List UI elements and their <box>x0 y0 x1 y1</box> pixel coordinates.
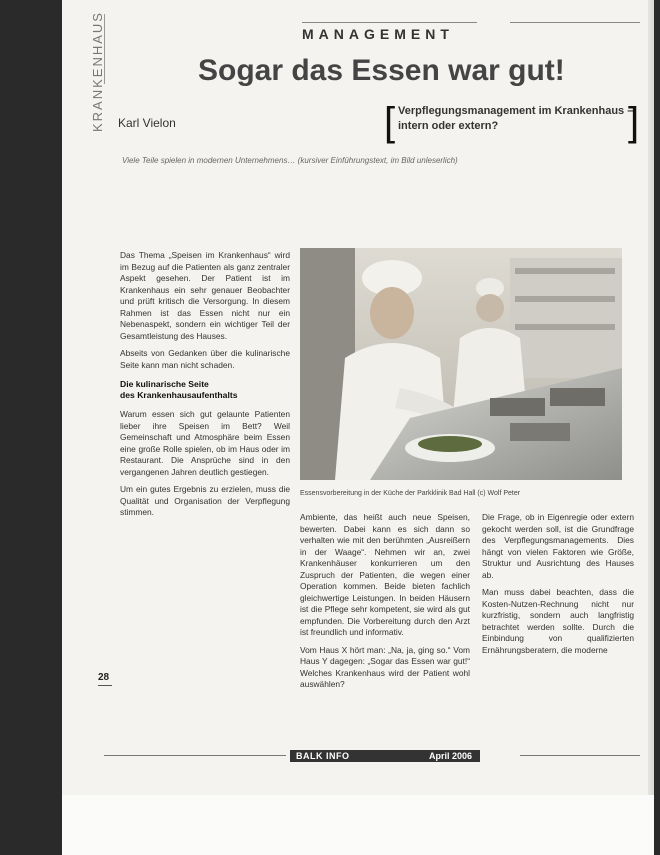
page-edge <box>648 0 654 855</box>
author-name: Karl Vielon <box>118 116 176 130</box>
kitchen-photo-image <box>300 248 622 480</box>
col1-paragraph-2: Abseits von Gedanken über die kulinarische Seite kann man nicht schaden. <box>120 348 290 370</box>
footer-rule-left <box>104 755 286 756</box>
subtitle-line-2: intern oder extern? <box>398 119 499 132</box>
col3-paragraph-1: Die Frage, ob in Eigenregie oder extern gekocht werden soll, ist die Grundfrage des Verpflegungsmanagements. Dies hängt von vielen Faktoren wie Größe, Struktur und Ausrichtung des Hauses ab. <box>482 512 634 580</box>
col3-paragraph-2: Man muss dabei beachten, dass die Kosten-Nutzen-Rechnung nicht nur kurzfristig, sondern auch langfristig betrachtet werden sollte. Durch die Einbindung von qualifizierten Ernährungsberatern, die moderne <box>482 587 634 655</box>
column-1 <box>120 250 290 525</box>
col1-paragraph-4: Um ein gutes Ergebnis zu erzielen, muss die Qualität und Organisation der Verpflegung stimmen. <box>120 484 290 517</box>
footer-bar <box>290 750 480 762</box>
section-label: MANAGEMENT <box>302 26 454 42</box>
photo-caption: Essensvorbereitung in der Küche der Parkklinik Bad Hall (c) Wolf Peter <box>300 490 521 497</box>
lead-paragraph: Viele Teile spielen in modernen Unternehmens… (kursiver Einführungstext, im Bild unleserlich) <box>122 156 458 165</box>
subtitle-bracket-right: ] <box>628 100 640 144</box>
col2-paragraph-1: Ambiente, das heißt auch neue Speisen, bewerten. Dabei kann es sich dann so verhalten wie mit den berühmten „Ausreißern in der Waage“. Nehmen wir an, zwei Krankenhäuser konkurrieren um den Zuspruch der Patienten, die wegen einer Operation kommen. Beide bieten fachlich gleichwertige Leistungen. In beiden Häusern ist die Pflege sehr kompetent, sie wird als gut empfunden. Die Vorbereitung durch den Arzt ist freundlich und informativ. <box>300 512 470 637</box>
section-rule-left <box>302 22 477 23</box>
col1-paragraph-3: Warum essen sich gut gelaunte Patienten lieber ihre Speisen im Bett? Weil Gemeinschaft und Atmosphäre beim Essen eine große Rolle spielen, ob im Haus oder im Restaurant. Die Ansprüche sind in den vergangenen Jahren deutlich gestiegen. <box>120 409 290 477</box>
page-number: 28 <box>98 672 110 683</box>
page-bottom <box>62 795 654 855</box>
kitchen-photo <box>300 248 622 480</box>
side-label: KRANKENHAUS <box>90 11 105 132</box>
page-number-rule <box>98 685 112 686</box>
col1-paragraph-1: Das Thema „Speisen im Krankenhaus“ wird im Bezug auf die Patienten als ganz zentraler Aspekt gesehen. Der Patient ist im Krankenhaus ein sehr genauer Beobachter und prüft kritisch die Versorgung. In diesem Rahmen ist das Essen nicht nur ein Nebenaspekt, sondern ein wichtiger Teil der Gesamtleistung des Hauses. <box>120 250 290 341</box>
col1-heading-line-1: Die kulinarische Seite <box>120 379 209 389</box>
footer-rule-right <box>520 755 640 756</box>
col1-heading <box>120 379 290 401</box>
subtitle-line-1: Verpflegungsmanagement im Krankenhaus – <box>398 105 634 117</box>
footer-brand: BALK INFO <box>296 751 350 761</box>
col2-paragraph-2: Vom Haus X hört man: „Na, ja, ging so.“ Vom Haus Y dagegen: „Sogar das Essen war gut!“ Welches Krankenhaus wird der Patient wohl auswählen? <box>300 644 470 689</box>
article-title: Sogar das Essen war gut! <box>198 54 565 87</box>
col1-heading-line-2: des Krankenhausaufenthalts <box>120 390 238 400</box>
article-subtitle <box>398 104 634 134</box>
column-2 <box>300 512 470 697</box>
subtitle-bracket-left: [ <box>384 100 396 144</box>
column-3 <box>482 512 634 662</box>
section-rule-right <box>510 22 640 23</box>
footer-date: April 2006 <box>428 751 472 761</box>
